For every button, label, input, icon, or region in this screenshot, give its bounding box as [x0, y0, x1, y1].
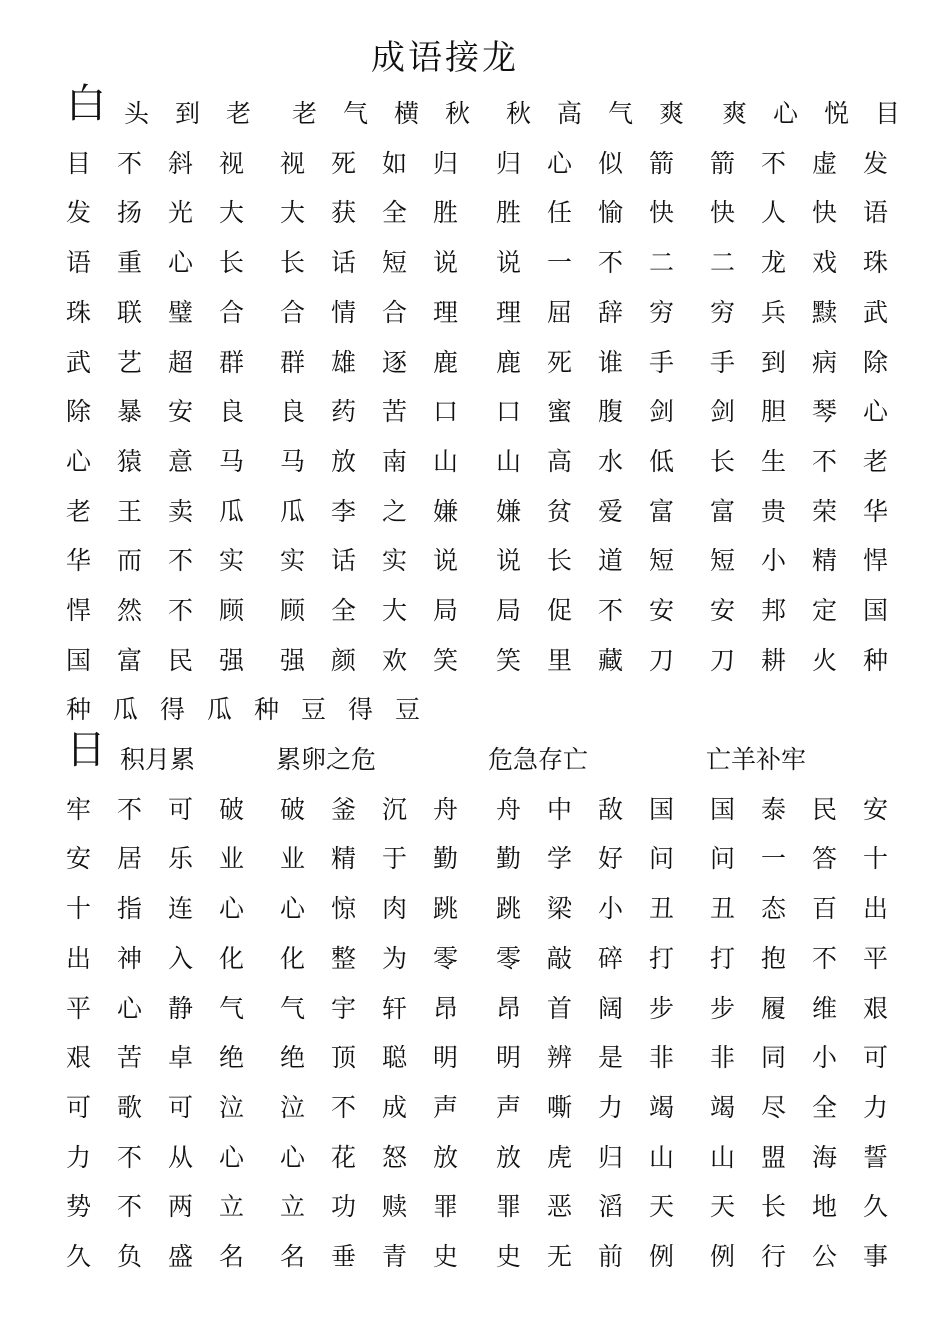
idiom-row: [0, 492, 950, 532]
idiom-cell: 合情合理: [280, 297, 485, 327]
idiom-cell: 牢不可破: [66, 794, 271, 824]
idiom-row: [0, 790, 950, 830]
idiom-cell: 例行公事: [710, 1242, 915, 1271]
idiom-cell: 累卵之危: [276, 745, 377, 774]
idiom-row: [0, 442, 950, 482]
idiom-cell: 嫌贫爱富: [496, 496, 701, 526]
idiom-cell: 头到老: [124, 99, 278, 128]
idiom-cell: 鹿死谁手: [496, 347, 701, 377]
idiom-cell: 快人快语: [710, 198, 915, 228]
idiom-cell: 打抱不平: [710, 943, 915, 973]
idiom-cell: 种瓜得瓜种豆得豆: [66, 695, 443, 725]
section-head-char: 日: [66, 727, 106, 773]
idiom-cell: 可歌可泣: [66, 1092, 271, 1122]
idiom-cell: 零敲碎打: [496, 943, 701, 973]
idiom-cell: 心惊肉跳: [280, 894, 485, 924]
idiom-cell: 危急存亡: [488, 745, 589, 774]
idiom-cell: 发扬光大: [66, 198, 271, 228]
idiom-row: [0, 343, 950, 383]
idiom-cell: 国泰民安: [710, 794, 915, 824]
idiom-cell: 化整为零: [280, 943, 485, 973]
idiom-cell: 名垂青史: [280, 1242, 485, 1271]
idiom-row: [0, 94, 950, 134]
idiom-cell: 步履维艰: [710, 993, 915, 1023]
idiom-row: [0, 740, 950, 780]
idiom-cell: 大获全胜: [280, 198, 485, 228]
idiom-row: [0, 889, 950, 929]
idiom-cell: 国富民强: [66, 645, 271, 675]
idiom-cell: 老王卖瓜: [66, 496, 271, 526]
idiom-row: [0, 293, 950, 333]
idiom-cell: 久负盛名: [66, 1242, 271, 1271]
idiom-cell: 跳梁小丑: [496, 894, 701, 924]
idiom-cell: 群雄逐鹿: [280, 347, 485, 377]
idiom-cell: 悍然不顾: [66, 596, 271, 625]
idiom-row: [0, 193, 950, 233]
idiom-cell: 艰苦卓绝: [66, 1043, 271, 1073]
idiom-cell: 说长道短: [496, 546, 701, 576]
idiom-cell: 绝顶聪明: [280, 1043, 485, 1073]
page-title: 成语接龙: [371, 38, 519, 78]
idiom-row: [0, 1088, 950, 1128]
idiom-cell: 心花怒放: [280, 1142, 485, 1172]
idiom-cell: 珠联璧合: [66, 297, 271, 327]
idiom-cell: 力不从心: [66, 1142, 271, 1172]
idiom-cell: 业精于勤: [280, 844, 485, 874]
idiom-cell: 罪恶滔天: [496, 1192, 701, 1222]
idiom-cell: 胜任愉快: [496, 198, 701, 228]
idiom-cell: 局促不安: [496, 596, 701, 625]
idiom-row: [0, 839, 950, 879]
idiom-cell: 理屈辞穷: [496, 297, 701, 327]
idiom-cell: 亡羊补牢: [706, 745, 807, 774]
idiom-cell: 山高水低: [496, 446, 701, 476]
idiom-row: [0, 1187, 950, 1227]
idiom-cell: 马放南山: [280, 446, 485, 476]
idiom-cell: 目不斜视: [66, 148, 271, 178]
idiom-cell: 穷兵黩武: [710, 297, 915, 327]
idiom-row: [0, 591, 950, 631]
idiom-cell: 手到病除: [710, 347, 915, 377]
idiom-cell: 十指连心: [66, 894, 271, 924]
idiom-cell: 富贵荣华: [710, 496, 915, 526]
idiom-cell: 安居乐业: [66, 844, 271, 874]
idiom-cell: 长话短说: [280, 248, 485, 278]
idiom-cell: 华而不实: [66, 546, 271, 576]
idiom-cell: 明辨是非: [496, 1043, 701, 1073]
idiom-cell: 刀耕火种: [710, 645, 915, 675]
idiom-cell: 丑态百出: [710, 894, 915, 924]
idiom-cell: 归心似箭: [496, 148, 701, 178]
idiom-cell: 势不两立: [66, 1192, 271, 1222]
idiom-row: [0, 641, 950, 681]
idiom-cell: 剑胆琴心: [710, 397, 915, 427]
idiom-cell: 语重心长: [66, 248, 271, 278]
idiom-row: [0, 392, 950, 432]
idiom-cell: 视死如归: [280, 148, 485, 178]
idiom-cell: 舟中敌国: [496, 794, 701, 824]
idiom-cell: 顾全大局: [280, 596, 485, 625]
idiom-row: [0, 690, 950, 730]
idiom-cell: 气宇轩昂: [280, 993, 485, 1023]
idiom-cell: 武艺超群: [66, 347, 271, 377]
idiom-cell: 强颜欢笑: [280, 645, 485, 675]
idiom-row: [0, 989, 950, 1029]
idiom-cell: 泣不成声: [280, 1092, 485, 1122]
idiom-cell: 问一答十: [710, 844, 915, 874]
idiom-row: [0, 243, 950, 283]
idiom-cell: 竭尽全力: [710, 1092, 915, 1122]
idiom-cell: 二龙戏珠: [710, 248, 915, 278]
idiom-cell: 笑里藏刀: [496, 645, 701, 675]
idiom-cell: 心猿意马: [66, 446, 271, 476]
idiom-cell: 短小精悍: [710, 546, 915, 576]
idiom-cell: 秋高气爽: [506, 99, 711, 128]
idiom-cell: 长生不老: [710, 446, 915, 476]
idiom-cell: 昂首阔步: [496, 993, 701, 1023]
idiom-cell: 天长地久: [710, 1192, 915, 1222]
idiom-cell: 箭不虚发: [710, 148, 915, 178]
idiom-row: [0, 939, 950, 979]
idiom-cell: 口蜜腹剑: [496, 397, 701, 427]
idiom-row: [0, 1038, 950, 1078]
idiom-cell: 出神入化: [66, 943, 271, 973]
idiom-cell: 非同小可: [710, 1043, 915, 1073]
idiom-cell: 勤学好问: [496, 844, 701, 874]
idiom-cell: 积月累: [120, 745, 196, 774]
idiom-row: [0, 541, 950, 581]
idiom-cell: 说一不二: [496, 248, 701, 278]
idiom-cell: 声嘶力竭: [496, 1092, 701, 1122]
section-head-char: 白: [66, 81, 106, 127]
idiom-cell: 老气横秋: [292, 99, 497, 128]
idiom-cell: 史无前例: [496, 1242, 701, 1271]
idiom-row: [0, 1237, 950, 1277]
idiom-cell: 平心静气: [66, 993, 271, 1023]
idiom-cell: 除暴安良: [66, 397, 271, 427]
idiom-cell: 安邦定国: [710, 596, 915, 625]
idiom-cell: 山盟海誓: [710, 1142, 915, 1172]
idiom-cell: 爽心悦目: [722, 99, 927, 128]
idiom-cell: 良药苦口: [280, 397, 485, 427]
idiom-cell: 瓜李之嫌: [280, 496, 485, 526]
idiom-row: [0, 1138, 950, 1178]
idiom-cell: 放虎归山: [496, 1142, 701, 1172]
idiom-cell: 实话实说: [280, 546, 485, 576]
idiom-cell: 破釜沉舟: [280, 794, 485, 824]
idiom-cell: 立功赎罪: [280, 1192, 485, 1222]
idiom-row: [0, 144, 950, 184]
